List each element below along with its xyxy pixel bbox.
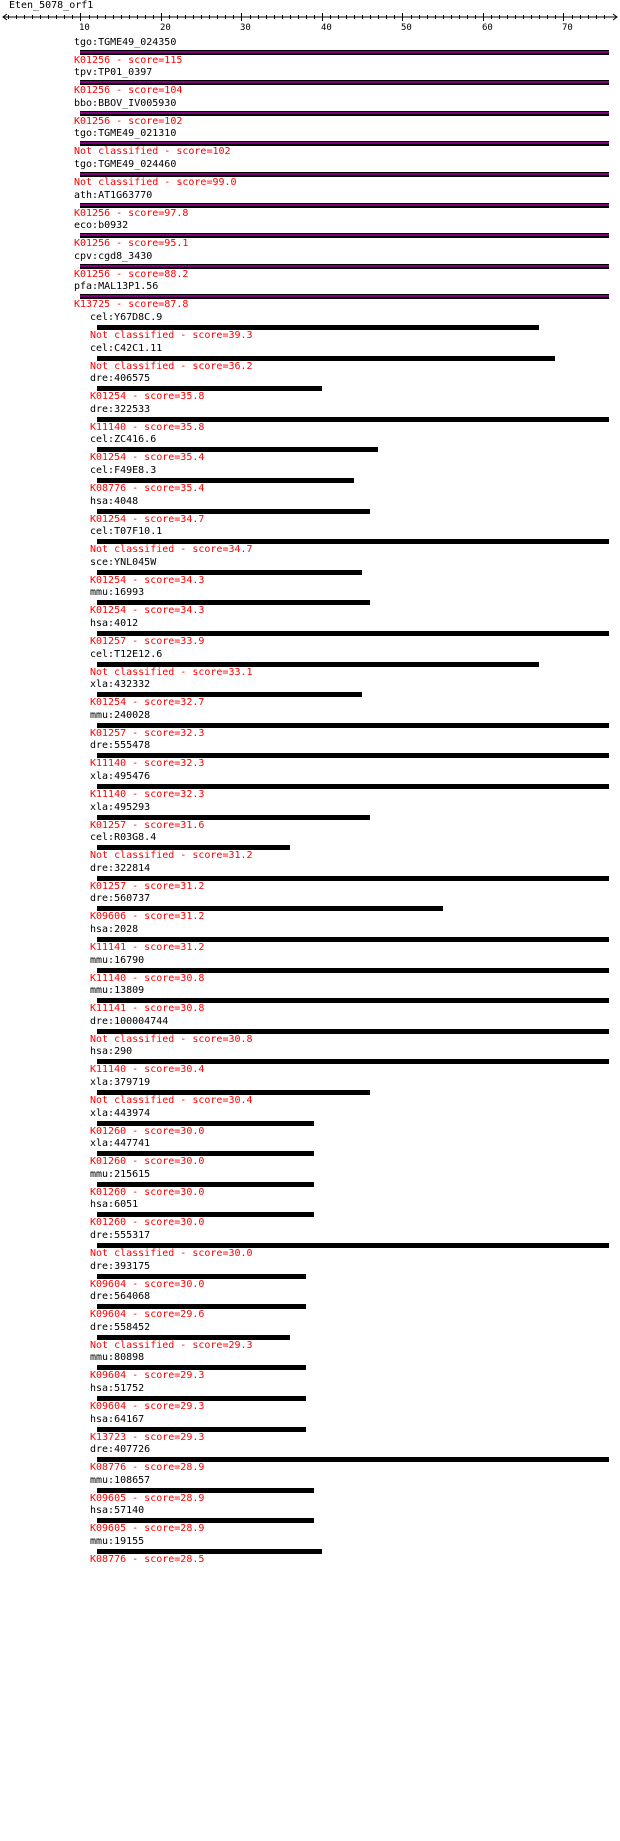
hit-name: dre:560737: [90, 893, 151, 905]
hit-name: xla:379719: [90, 1076, 151, 1088]
hit-name: xla:447741: [90, 1138, 151, 1150]
hit-annotation: K13723 - score=29.3: [90, 1431, 205, 1443]
hit-name: hsa:6051: [90, 1199, 139, 1211]
hit-name: dre:555478: [90, 740, 151, 752]
hit-name: hsa:290: [90, 1046, 133, 1058]
hit-name: eco:b0932: [74, 220, 129, 232]
hit-name: mmu:108657: [90, 1474, 151, 1486]
hit-annotation: K01257 - score=31.2: [90, 880, 205, 892]
hit-name: ath:AT1G63770: [74, 189, 153, 201]
hit-name: xla:495293: [90, 801, 151, 813]
hit-name: cel:T12E12.6: [90, 648, 163, 660]
hit-name: cpv:cgd8_3430: [74, 250, 153, 262]
hit-name: dre:100004744: [90, 1015, 169, 1027]
ruler-tick-label: 60: [482, 23, 493, 33]
hit-annotation: K08776 - score=28.9: [90, 1462, 205, 1474]
hit-name: bbo:BBOV_IV005930: [74, 97, 177, 109]
hit-annotation: Not classified - score=31.2: [90, 850, 253, 862]
hit-annotation: Not classified - score=99.0: [74, 176, 237, 188]
ruler-tick-label: 20: [160, 23, 171, 33]
hit-annotation: K01260 - score=30.0: [90, 1186, 205, 1198]
hit-annotation: K09605 - score=28.9: [90, 1523, 205, 1535]
primary-bar-highlight: [80, 112, 609, 114]
primary-bar-highlight: [80, 81, 609, 83]
hit-name: xla:432332: [90, 679, 151, 691]
primary-bar-highlight: [80, 295, 609, 297]
hit-name: cel:ZC416.6: [90, 434, 157, 446]
hit-name: dre:322814: [90, 862, 151, 874]
primary-bar-highlight: [80, 142, 609, 144]
hit-annotation: K01260 - score=30.0: [90, 1125, 205, 1137]
hit-annotation: K09605 - score=28.9: [90, 1492, 205, 1504]
hit-annotation: Not classified - score=33.1: [90, 666, 253, 678]
hit-annotation: K09604 - score=29.3: [90, 1400, 205, 1412]
primary-bar-highlight: [80, 234, 609, 236]
hit-name: tgo:TGME49_024350: [74, 36, 177, 48]
hit-name: mmu:16790: [90, 954, 145, 966]
hit-name: hsa:4048: [90, 495, 139, 507]
hit-name: tgo:TGME49_024460: [74, 158, 177, 170]
hit-annotation: K08776 - score=35.4: [90, 482, 205, 494]
hit-annotation: K11140 - score=32.3: [90, 788, 205, 800]
hit-name: dre:393175: [90, 1260, 151, 1272]
hit-name: cel:Y67D8C.9: [90, 311, 163, 323]
hit-name: cel:R03G8.4: [90, 832, 157, 844]
hit-annotation: K11140 - score=35.8: [90, 421, 205, 433]
hit-annotation: K11141 - score=30.8: [90, 1003, 205, 1015]
hit-annotation: K01256 - score=97.8: [74, 207, 189, 219]
hit-annotation: K11141 - score=31.2: [90, 941, 205, 953]
hit-name: dre:564068: [90, 1291, 151, 1303]
hit-name: mmu:16993: [90, 587, 145, 599]
hit-name: pfa:MAL13P1.56: [74, 281, 159, 293]
hit-name: xla:443974: [90, 1107, 151, 1119]
ruler-tick-label: 70: [562, 23, 573, 33]
hit-annotation: K01254 - score=34.7: [90, 513, 205, 525]
hit-name: mmu:80898: [90, 1352, 145, 1364]
hit-annotation: K01256 - score=115: [74, 54, 183, 66]
hit-annotation: Not classified - score=29.3: [90, 1339, 253, 1351]
hit-annotation: K09604 - score=30.0: [90, 1278, 205, 1290]
primary-bar-highlight: [80, 51, 609, 53]
hit-annotation: K01256 - score=88.2: [74, 268, 189, 280]
hit-annotation: K01257 - score=33.9: [90, 635, 205, 647]
hit-name: hsa:57140: [90, 1505, 145, 1517]
ruler-tick-label: 30: [240, 23, 251, 33]
hit-annotation: K09604 - score=29.3: [90, 1370, 205, 1382]
hit-name: dre:558452: [90, 1321, 151, 1333]
hit-name: hsa:4012: [90, 617, 139, 629]
hit-name: sce:YNL045W: [90, 556, 157, 568]
hit-name: hsa:64167: [90, 1413, 145, 1425]
hit-name: cel:C42C1.11: [90, 342, 163, 354]
primary-bar-highlight: [80, 265, 609, 267]
hit-name: mmu:215615: [90, 1168, 151, 1180]
hit-name: dre:555317: [90, 1229, 151, 1241]
hit-annotation: Not classified - score=36.2: [90, 360, 253, 372]
hit-annotation: K01260 - score=30.0: [90, 1217, 205, 1229]
hit-annotation: K11140 - score=30.8: [90, 972, 205, 984]
hit-annotation: K01257 - score=32.3: [90, 727, 205, 739]
hit-annotation: K01256 - score=102: [74, 115, 183, 127]
ruler-tick-label: 10: [79, 23, 90, 33]
primary-bar-highlight: [80, 204, 609, 206]
hit-annotation: K11140 - score=30.4: [90, 1064, 205, 1076]
hit-name: dre:406575: [90, 373, 151, 385]
hit-annotation: K01254 - score=35.8: [90, 391, 205, 403]
hit-annotation: K09604 - score=29.6: [90, 1309, 205, 1321]
hit-name: dre:407726: [90, 1444, 151, 1456]
hit-name: tpv:TP01_0397: [74, 67, 153, 79]
hit-name: cel:T07F10.1: [90, 526, 163, 538]
hit-annotation: Not classified - score=34.7: [90, 544, 253, 556]
hit-annotation: K09606 - score=31.2: [90, 911, 205, 923]
hit-annotation: K01256 - score=95.1: [74, 238, 189, 250]
hit-name: hsa:51752: [90, 1382, 145, 1394]
ruler-tick-label: 50: [401, 23, 412, 33]
hit-name: hsa:2028: [90, 923, 139, 935]
ruler-tick-label: 40: [321, 23, 332, 33]
primary-bar-highlight: [80, 173, 609, 175]
hit-annotation: Not classified - score=30.8: [90, 1033, 253, 1045]
hit-annotation: K01254 - score=35.4: [90, 452, 205, 464]
hit-name: tgo:TGME49_021310: [74, 128, 177, 140]
hit-annotation: Not classified - score=30.0: [90, 1247, 253, 1259]
hit-annotation: Not classified - score=39.3: [90, 329, 253, 341]
query-name: Eten_5078_orf1: [9, 0, 94, 11]
hit-name: mmu:19155: [90, 1535, 145, 1547]
hit-annotation: K01254 - score=34.3: [90, 574, 205, 586]
hit-name: xla:495476: [90, 770, 151, 782]
hit-name: cel:F49E8.3: [90, 464, 157, 476]
hit-annotation: K01256 - score=104: [74, 85, 183, 97]
hit-annotation: Not classified - score=102: [74, 146, 231, 158]
hit-annotation: K01254 - score=32.7: [90, 697, 205, 709]
hit-annotation: K01260 - score=30.0: [90, 1156, 205, 1168]
hit-annotation: K01257 - score=31.6: [90, 819, 205, 831]
hit-name: mmu:13809: [90, 985, 145, 997]
hit-name: dre:322533: [90, 403, 151, 415]
hit-annotation: K08776 - score=28.5: [90, 1553, 205, 1565]
hit-name: mmu:240028: [90, 709, 151, 721]
hit-annotation: K01254 - score=34.3: [90, 605, 205, 617]
hit-annotation: Not classified - score=30.4: [90, 1094, 253, 1106]
hit-annotation: K11140 - score=32.3: [90, 758, 205, 770]
hit-annotation: K13725 - score=87.8: [74, 299, 189, 311]
